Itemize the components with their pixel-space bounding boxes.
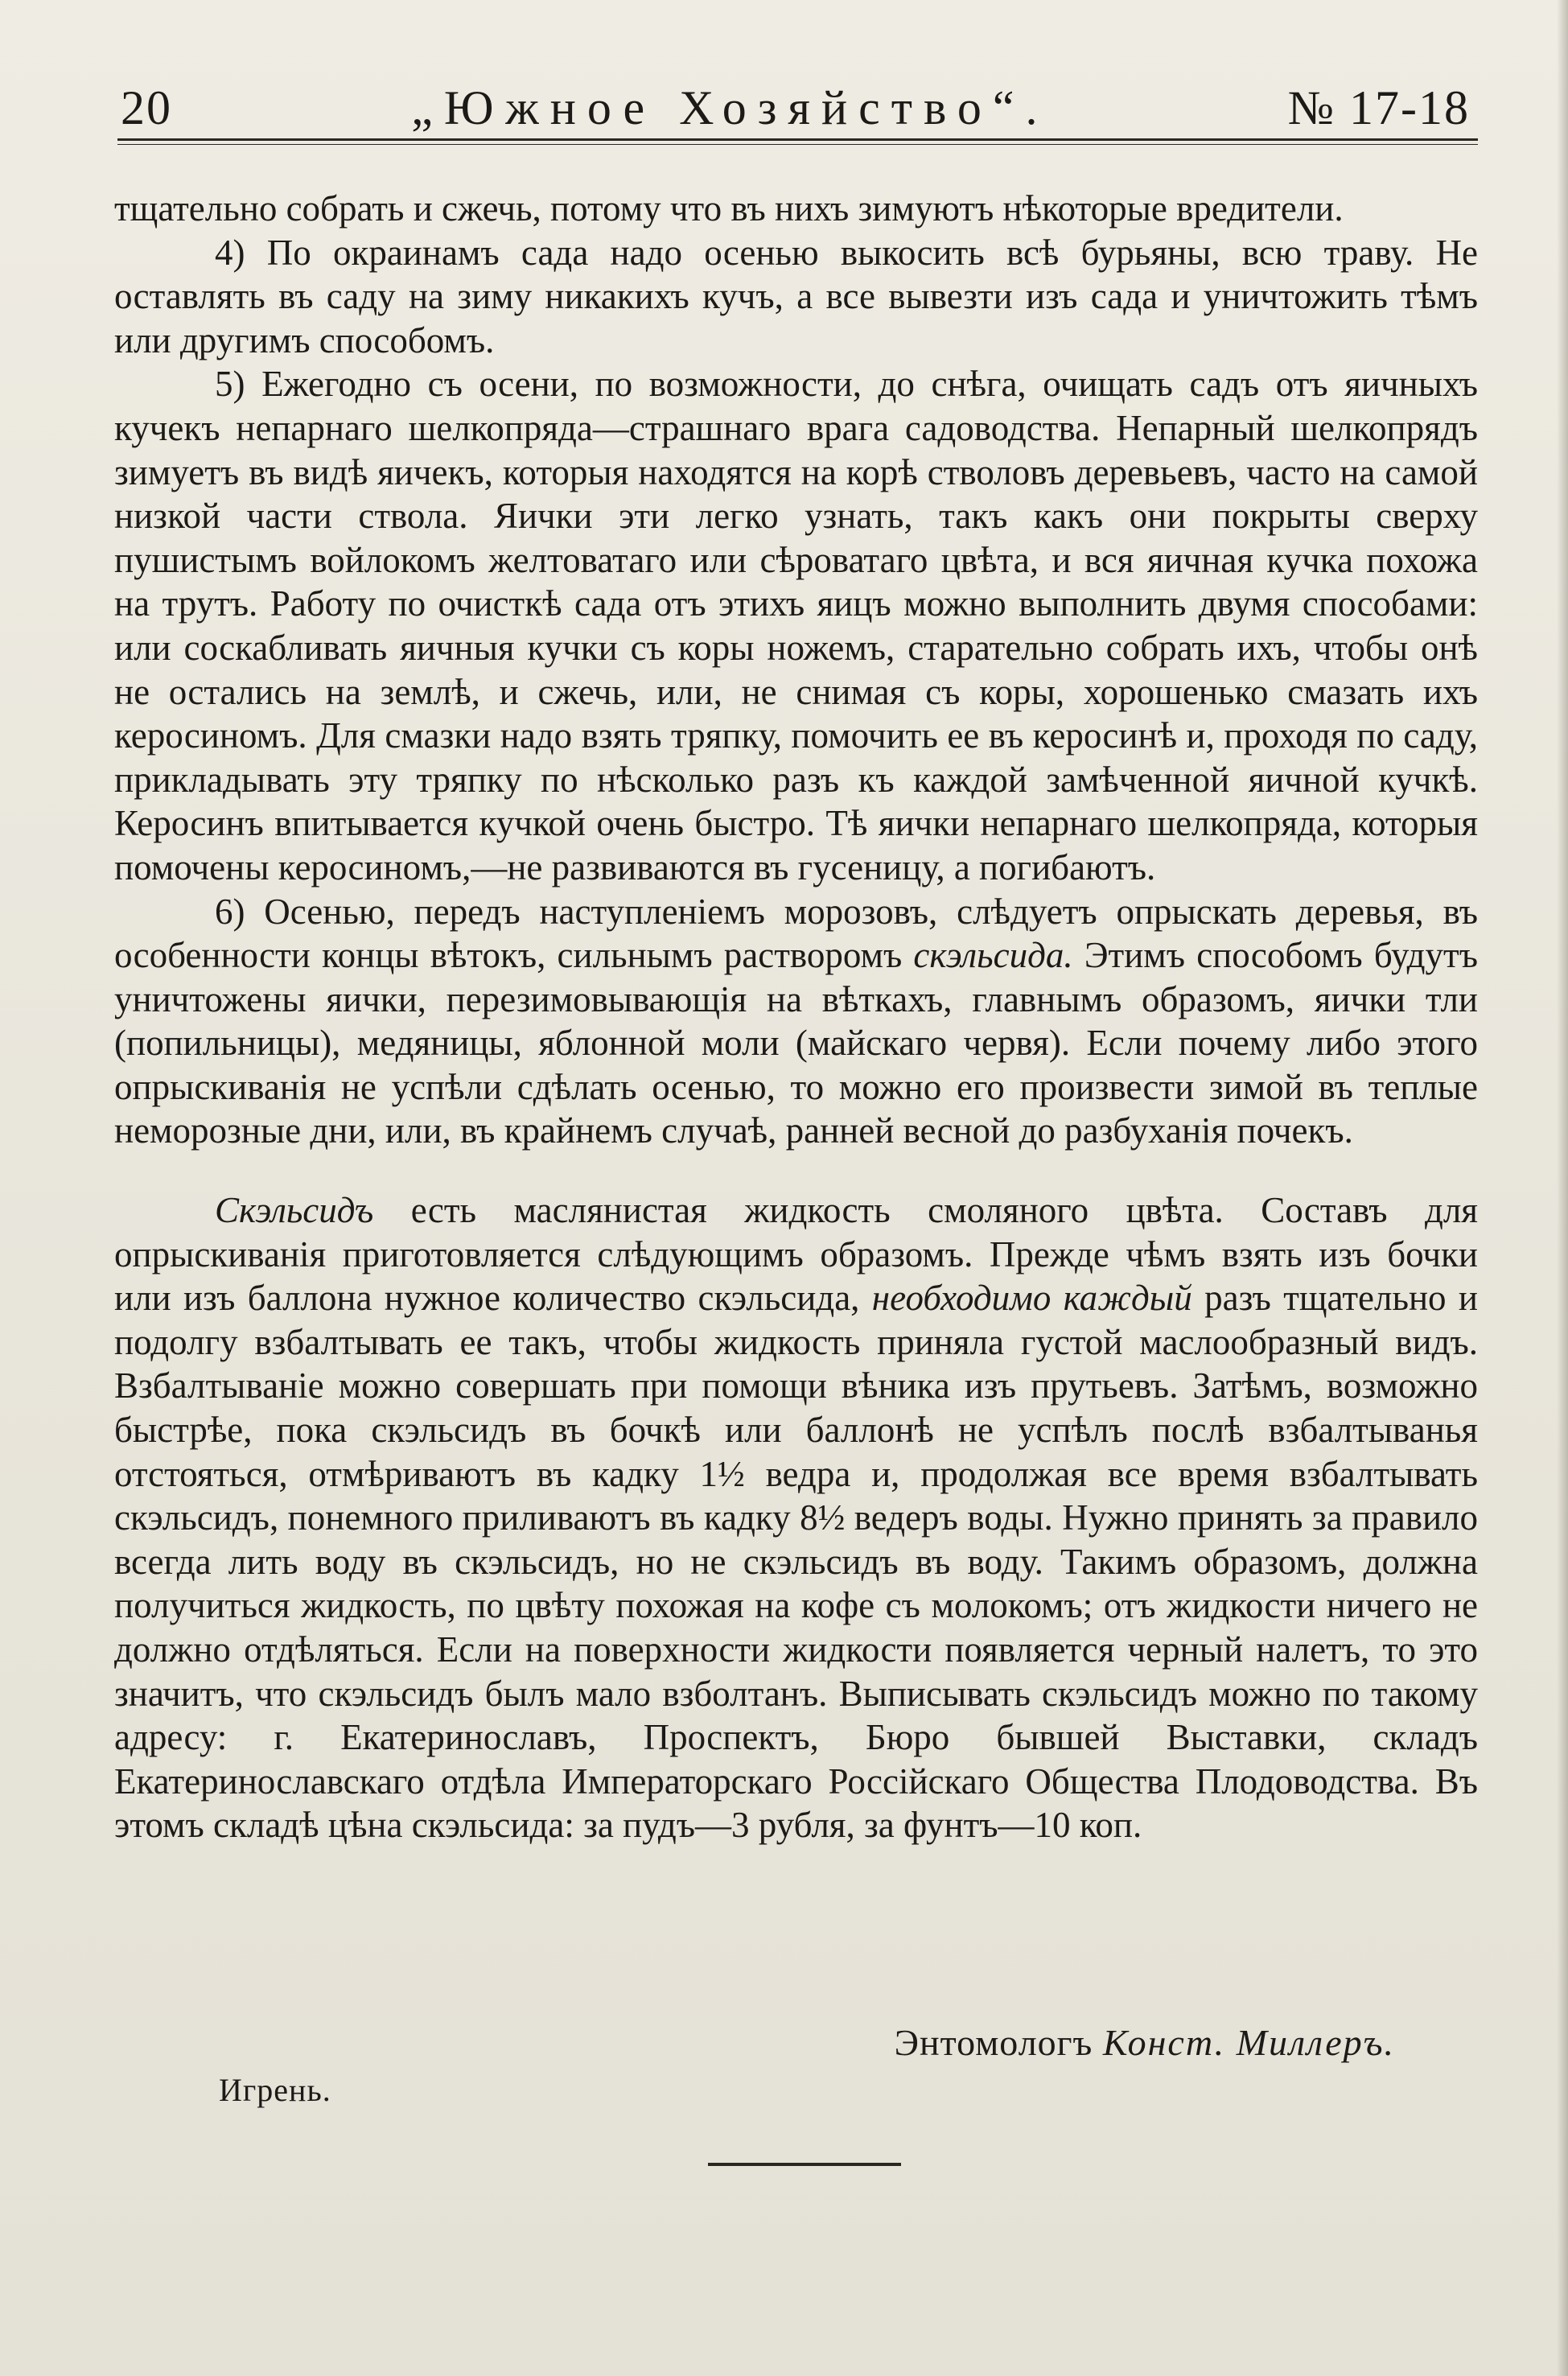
recipe-text-start: есть маслянистая жидкость смоляного цвѣта. Составъ для опрыскиванія приготовляется слѣдующимъ образомъ. Прежде чѣмъ взять изъ бочки или изъ баллона нужное количество скэльсида, (114, 1190, 1478, 1319)
page-number: 20 (121, 81, 172, 134)
emphasis-skelsid-term: Скэльсидъ (215, 1190, 374, 1231)
header-rule (117, 138, 1478, 145)
paragraph-item-6-end: Этимъ способомъ будутъ уничтожены яички, перезимовывающія на вѣткахъ, главнымъ образомъ, яички тли (попильницы), медяницы, яблонной моли (майскаго червя). Если почему либо этого опрыскиванія не успѣли сдѣлать осенью, то можно его произвести зимой въ теплые неморозные дни, или, въ крайнемъ случаѣ, ранней весной до разбуханія почекъ. (114, 935, 1478, 1151)
page-edge-shadow (1557, 0, 1568, 2376)
journal-title: „Южное Хозяйство“. (411, 81, 1049, 134)
article-body (114, 187, 1478, 1847)
recipe-text-end: разъ тщательно и подолгу взбалтывать ее такъ, чтобы жидкость приняла густой маслообразный видъ. Взбалтываніе можно совершать при помощи вѣника изъ прутьевъ. Затѣмъ, возможно быстрѣе, пока скэльсидъ въ бочкѣ или баллонѣ не успѣлъ послѣ взбалтыванья отстояться, отмѣриваютъ въ кадку 1½ ведра и, продолжая все время взбалтывать скэльсидъ, понемного приливаютъ въ кадку 8½ ведеръ воды. Нужно принять за правило всегда лить воду въ скэльсидъ, но не скэльсидъ въ воду. Такимъ образомъ, должна получиться жидкость, по цвѣту похожая на кофе съ молокомъ; отъ жидкости ничего не должно отдѣляться. Если на поверхности жидкости появляется черный налетъ, то это значитъ, что скэльсидъ былъ мало взболтанъ. Выписывать скэльсидъ можно по такому адресу: г. Екатеринославъ, Проспектъ, Бюро бывшей Выставки, складъ Екатеринославскаго отдѣла Императорскаго Россійскаго Общества Плодоводства. Въ этомъ складѣ цѣна скэльсида: за пудъ—3 рубля, за фунтъ—10 коп. (114, 1278, 1478, 1846)
paragraph-item-4: 4) По окраинамъ сада надо осенью выкосить всѣ бурьяны, всю траву. Не оставлять въ саду на зиму никакихъ кучъ, а все вывезти изъ сада и уничтожить тѣмъ или другимъ способомъ. (114, 232, 1478, 360)
issue-number: № 17-18 (1287, 81, 1470, 134)
emphasis-necessary: необходимо каждый (871, 1278, 1192, 1319)
closing-rule (708, 2163, 901, 2166)
paragraph-item-5: 5) Ежегодно съ осени, по возможности, до снѣга, очищать садъ отъ яичныхъ кучекъ непарнаго шелкопряда—страшнаго врага садоводства. Непарный шелкопрядъ зимуетъ въ видѣ яичекъ, которыя находятся на корѣ стволовъ деревьевъ, часто на самой низкой части ствола. Яички эти легко узнать, такъ какъ они покрыты сверху пушистымъ войлокомъ желтоватаго или сѣроватаго цвѣта, и вся яичная кучка похожа на трутъ. Работу по очисткѣ сада отъ этихъ яицъ можно выполнить двумя способами: или соскабливать яичныя кучки съ коры ножемъ, старательно собрать ихъ, чтобы онѣ не остались на землѣ, и сжечь, или, не снимая съ коры, хорошенько смазать ихъ керосиномъ. Для смазки надо взять тряпку, помочить ее въ керосинѣ и, проходя по саду, прикладывать эту тряпку по нѣсколько разъ къ каждой замѣченной яичной кучкѣ. Керосинъ впитывается кучкой очень быстро. Тѣ яички непарнаго шелкопряда, которыя помочены керосиномъ,—не развиваются въ гусеницу, а погибаютъ. (114, 364, 1478, 887)
author-signature (895, 2021, 1395, 2064)
paragraph-continuation: тщательно собрать и сжечь, потому что въ нихъ зимуютъ нѣкоторые вредители. (114, 188, 1344, 229)
author-role: Энтомологъ (894, 2022, 1103, 2063)
emphasis-skelsid: скэльсида. (913, 935, 1073, 976)
author-name: Конст. Миллеръ. (1102, 2022, 1395, 2063)
running-header (121, 80, 1470, 136)
paragraph-item-6-start: 6) Осенью, передъ наступленіемъ морозовъ, слѣдуетъ опрыскать деревья, въ особенности концы вѣтокъ, сильнымъ растворомъ (114, 891, 1478, 976)
paragraph-item-6 (114, 890, 1478, 1154)
paragraph-skelsid-recipe (114, 1188, 1478, 1847)
place-name: Игрень. (219, 2072, 331, 2108)
